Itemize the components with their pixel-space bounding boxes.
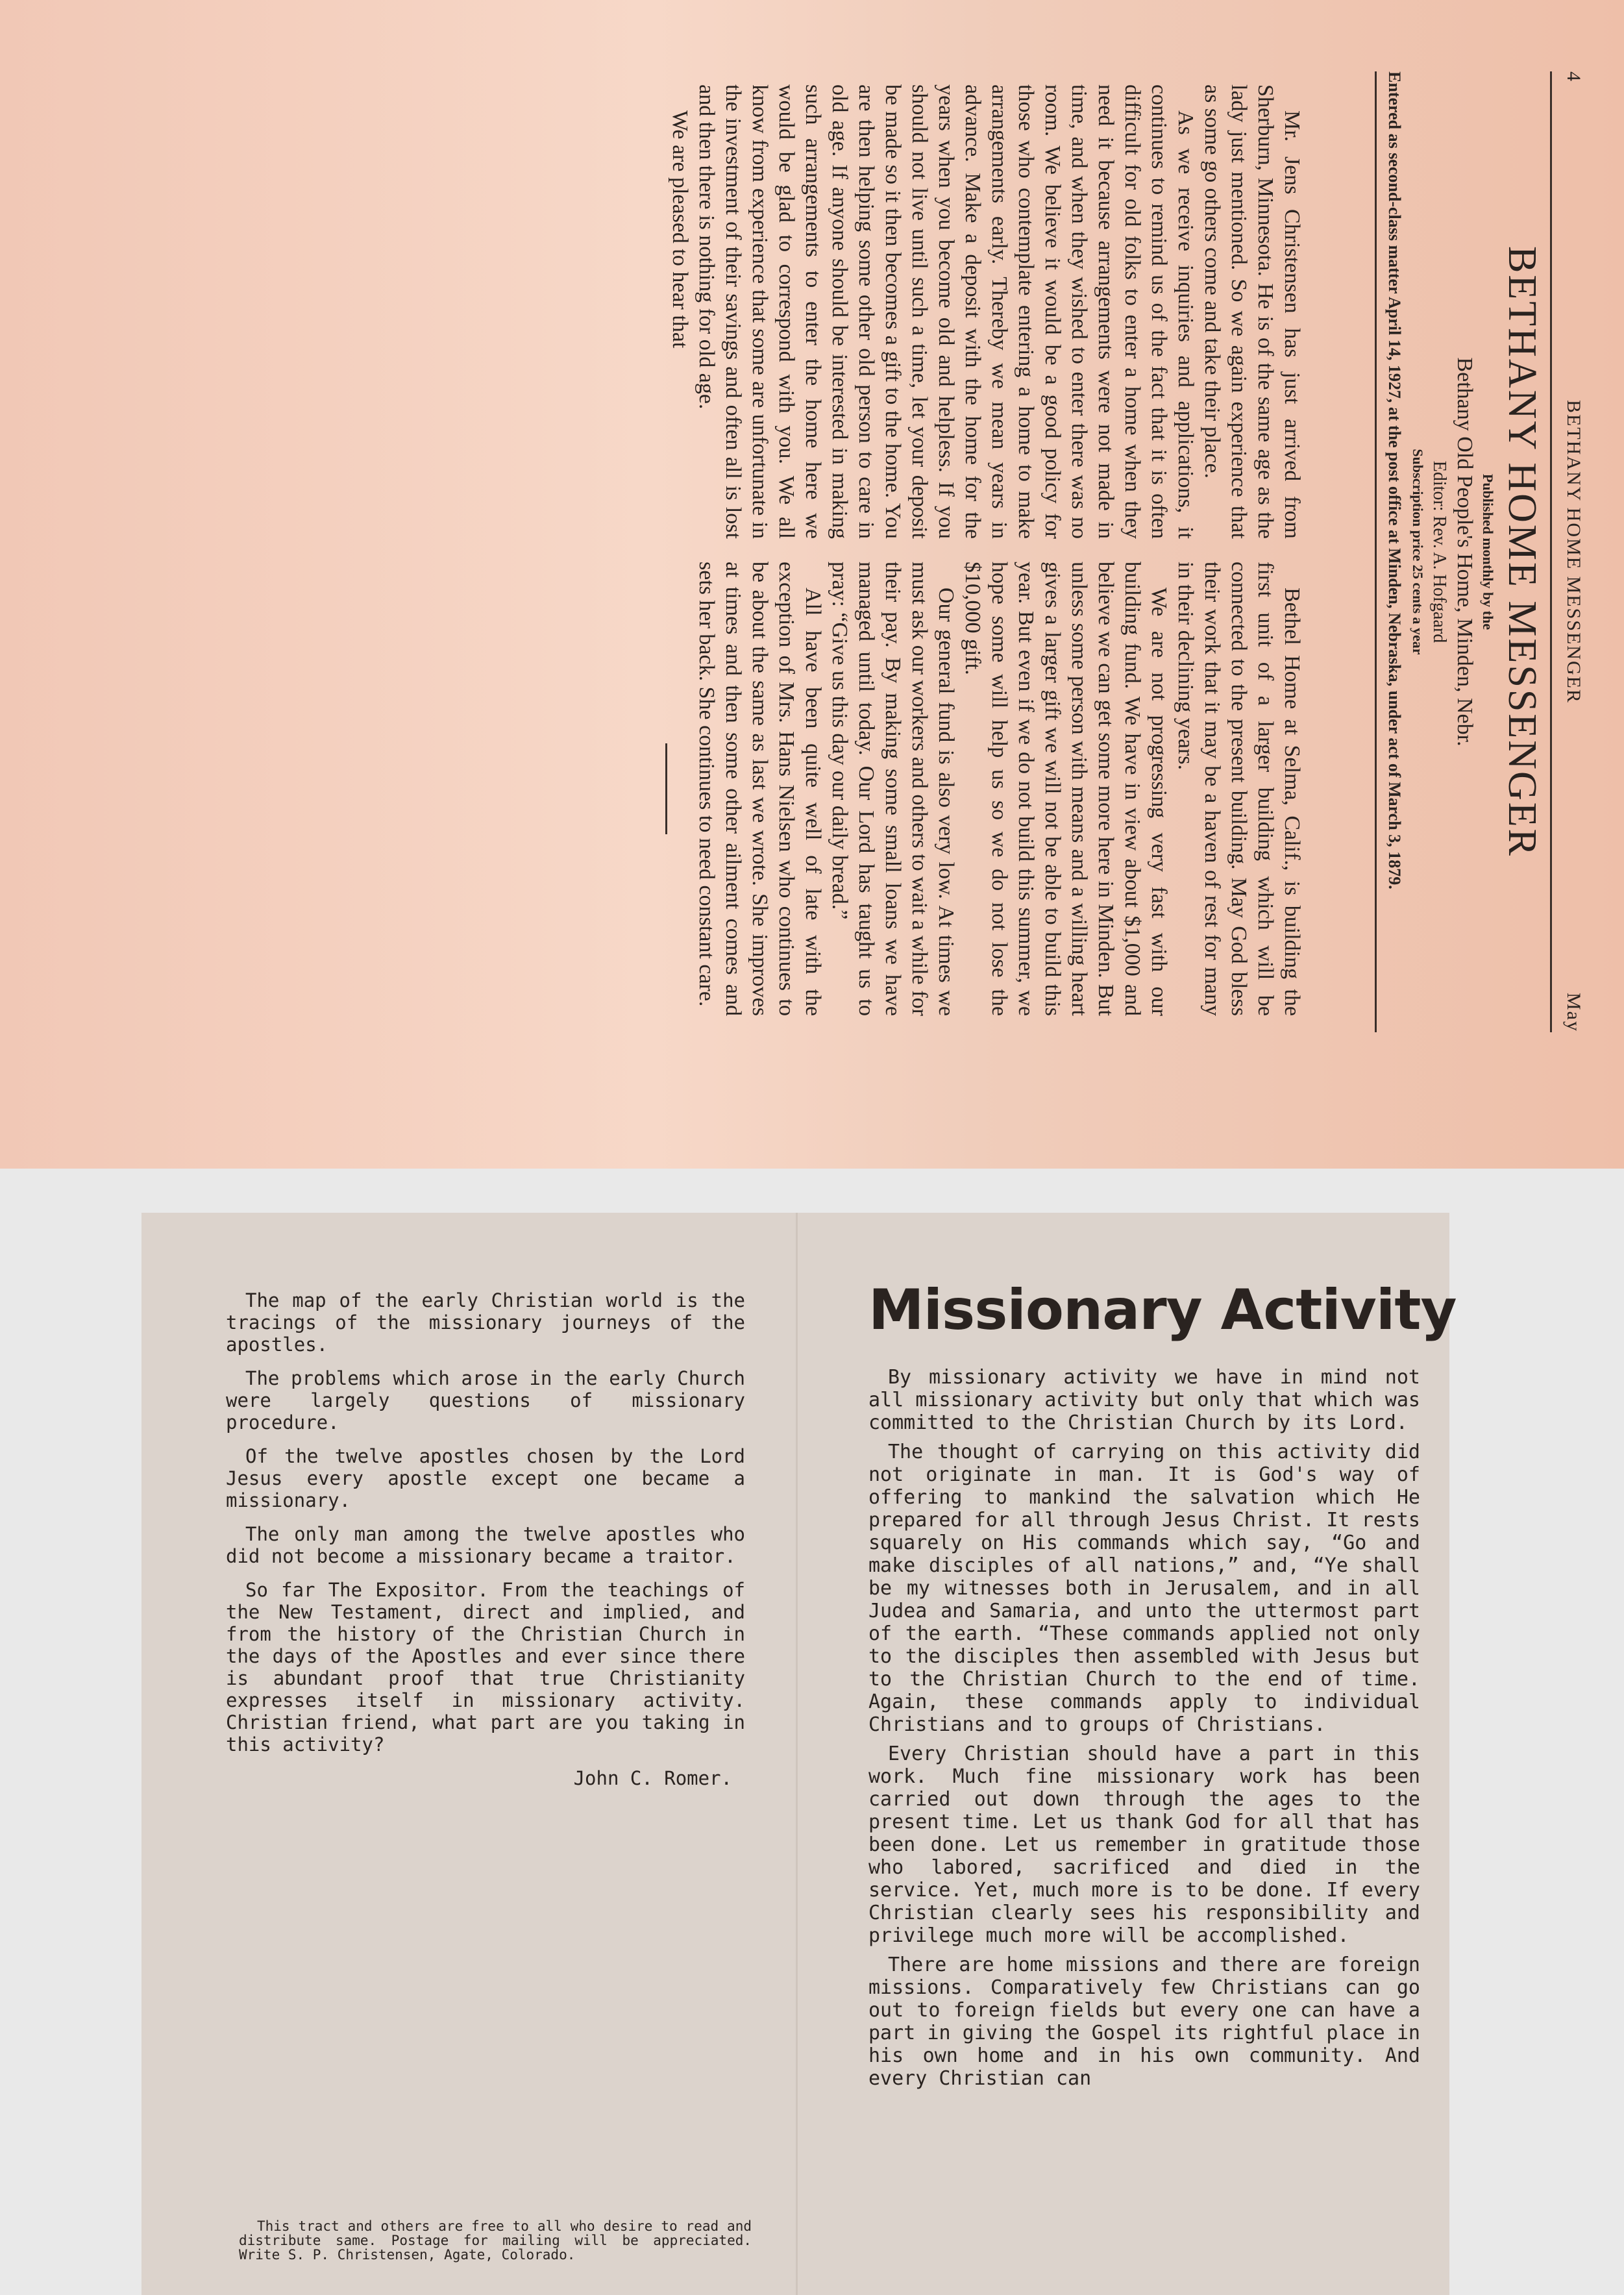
tract-paragraph: The map of the early Christian world is the tracings of the missionary journeys of the apostles. — [226, 1289, 745, 1356]
tract-paragraph: So far The Expositor. From the teachings of the New Testament, direct and implied, and from the history of the Christian Church in the days of the Apostles and ever since there is abundant proof that true Christianity expresses itself in missionary activity. Christian friend, what part are you taking in this activity? — [226, 1579, 745, 1755]
article-paragraph: All have been quite well of late with the exception of Mrs. Hans Nielsen who continues to be about the same as last we wrote. She improves at times and then some other ailment comes and sets her back. She continues to need constant care. — [695, 562, 825, 1016]
tract-paragraph: There are home missions and there are foreign missions. Comparatively few Christians can go out to foreign fields but every one can have a part in giving the Gospel its rightful place in his own home and in his own community. And every Christian can — [868, 1954, 1420, 2090]
tract-paragraph: Every Christian should have a part in this work. Much fine missionary work has been carried out down through the ages to the present time. Let us thank God for all that has been done. Let us remember in gratitude those who labored, sacrificed and died in the service. Yet, much more is to be done. If every Christian clearly sees his responsibility and privilege much more will be accomplished. — [868, 1743, 1420, 1947]
article-paragraph: Bethel Home at Selma, Calif., is building the first unit of a larger building which will be connected to the present building. May God bless their work that it may be a haven of rest for many in their declining years. — [1174, 562, 1304, 1016]
column-divider — [665, 743, 667, 834]
tract-paragraph: Of the twelve apostles chosen by the Lord Jesus every apostle except one became a missionary. — [226, 1445, 745, 1511]
tract-footer-note: This tract and others are free to all who desire to read and distribute same. Postage for mailing will be appreciated. Write S. P. Christensen, Agate, Colorado. — [239, 2218, 752, 2263]
newspaper-rotated-content — [65, 71, 1591, 1032]
tract-leaflet — [141, 1213, 1457, 2295]
fold-line — [796, 1213, 798, 2295]
running-title: BETHANY HOME MESSENGER — [1563, 400, 1584, 704]
running-header — [1550, 71, 1591, 1032]
tract-paragraph: The problems which arose in the early Church were largely questions of missionary procedure. — [226, 1367, 745, 1433]
masthead-title: BETHANY HOME MESSENGER — [1500, 245, 1544, 858]
tract-heading: Missionary Activity — [868, 1278, 1457, 1343]
tract-left-panel — [226, 1289, 745, 1801]
tract-right-panel — [868, 1278, 1457, 2096]
masthead-editor: Editor: Rev. A. Hofgaard — [1429, 460, 1449, 643]
article-paragraph: Our general fund is also very low. At times we must ask our workers and others to wait a while for their pay. By making some small loans we have managed until today. Our Lord has taught us to pray: “Give us this day our daily bread.” — [828, 562, 958, 1016]
masthead-home: Bethany Old People's Home, Minden, Nebr. — [1453, 357, 1477, 747]
tract-body — [868, 1366, 1420, 2090]
article-paragraph: We are pleased to hear that — [668, 110, 692, 349]
article-paragraph: We are not progressing very fast with our building fund. We have in view about $1,000 and believe we can get some more here in Minden. But unless some person with means and a willing heart gives a larger gift we will not be able to build this year. But even if we do not build this summer, we hope some will help us so we do not lose the $10,000 gift. — [961, 562, 1171, 1016]
article-paragraph: As we receive inquiries and applications, it continues to remind us of the fact that it is often difficult for old folks to enter a home when they need it because arrangements were not made in time, and when they wished to enter there was no room. We believe it would be a good policy for those who contemplate entering a home to make arrangements early. Thereby we mean years in advance. Make a deposit with the home for the years when you become old and helpless. If you should not live until such a time, let your deposit be made so it then becomes a gift to the home. You are then helping some other old person to care in old age. If anyone should be interested in making such arrangements to enter the home here we would be glad to correspond with you. We all know from experience that some are unfortunate in the investment of their savings and often all is lost and then there is nothing for old age. — [695, 84, 1198, 539]
masthead-published: Published monthly by the — [1480, 473, 1496, 630]
newspaper-column-right — [665, 562, 1305, 1016]
article-paragraph: Mr. Jens Christensen has just arrived from Sherburn, Minnesota. He is of the same age as the lady just mentioned. So we again experience that as some go others come and take their place. — [1200, 84, 1304, 539]
tract-paragraph: The thought of carrying on this activity did not originate in man. It is God's way of offering to mankind the salvation which He prepared for all through Jesus Christ. It rests squarely on His commands which say, “Go and make disciples of all nations,” and, “Ye shall be my witnesses both in Jerusalem, and in all Judea and Samaria, and unto the uttermost part of the earth. “These commands applied not only to the disciples then assembled with Jesus but to the Christian Church to the end of time. Again, these commands apply to individual Christians and to groups of Christians. — [868, 1441, 1420, 1736]
masthead-subscription: Subscription price 25 cents a year — [1410, 449, 1426, 655]
newspaper-column-left — [667, 84, 1305, 539]
masthead — [1375, 71, 1545, 1032]
tract-paragraph: The only man among the twelve apostles who did not become a missionary became a traitor. — [226, 1523, 745, 1567]
issue-month: May — [1563, 993, 1584, 1032]
masthead-rule — [1375, 71, 1377, 1032]
masthead-entered: Entered as second-class matter April 14, 1927, at the post office at Minden, Nebraska, under act of March 3, 1879. — [1385, 71, 1404, 889]
page-number: 4 — [1563, 71, 1584, 82]
tract-paragraph: By missionary activity we have in mind not all missionary activity but only that which was committed to the Christian Church by its Lord. — [868, 1366, 1420, 1434]
author-signature: John C. Romer. — [573, 1767, 732, 1789]
